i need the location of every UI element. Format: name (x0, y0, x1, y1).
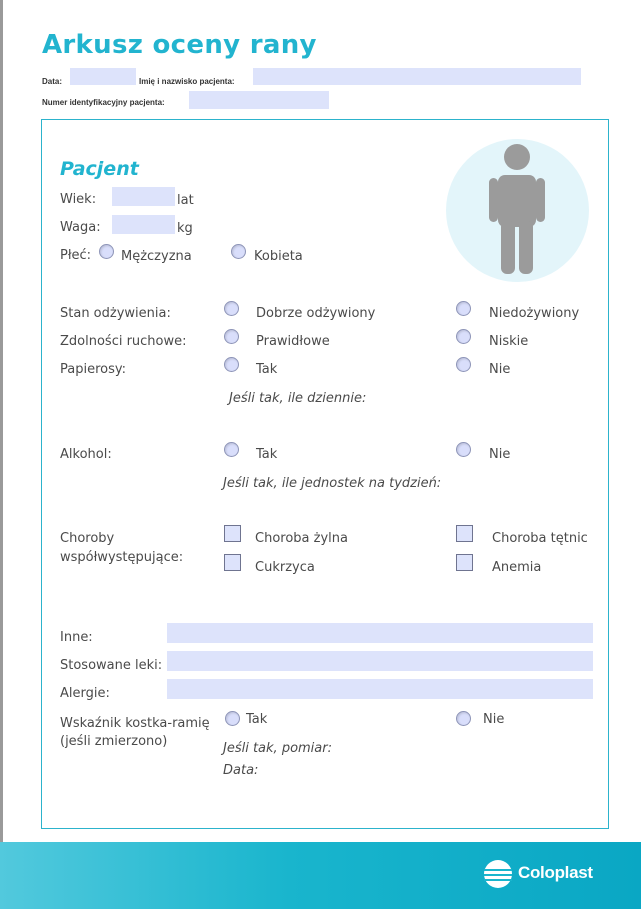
alcohol-yes-label: Tak (256, 447, 278, 462)
venous-disease-checkbox[interactable] (224, 525, 241, 542)
date-field[interactable] (70, 68, 136, 85)
nutrition-good-label: Dobrze odżywiony (256, 306, 376, 321)
person-icon (486, 143, 548, 275)
section-title-patient: Pacjent (60, 158, 139, 180)
arterial-disease-checkbox[interactable] (456, 525, 473, 542)
other-field[interactable] (167, 623, 593, 643)
nutrition-good-radio[interactable] (224, 301, 239, 316)
anemia-label: Anemia (492, 560, 542, 575)
sex-male-label: Mężczyzna (121, 249, 192, 264)
diabetes-checkbox[interactable] (224, 554, 241, 571)
patient-id-field[interactable] (189, 91, 329, 109)
smoking-followup-label: Jeśli tak, ile dziennie: (229, 391, 367, 406)
abi-yes-radio[interactable] (225, 711, 240, 726)
weight-label: Waga: (60, 220, 101, 235)
page-edge (0, 0, 3, 909)
page-title: Arkusz oceny rany (42, 30, 317, 60)
medications-label: Stosowane leki: (60, 658, 163, 673)
nutrition-label: Stan odżywienia: (60, 306, 171, 321)
abi-label-line2: (jeśli zmierzono) (60, 734, 168, 749)
anemia-checkbox[interactable] (456, 554, 473, 571)
sex-female-label: Kobieta (254, 249, 303, 264)
age-unit: lat (177, 193, 194, 208)
sex-male-radio[interactable] (99, 244, 114, 259)
medications-field[interactable] (167, 651, 593, 671)
nutrition-poor-label: Niedożywiony (489, 306, 580, 321)
arterial-disease-label: Choroba tętnic (492, 531, 588, 546)
alcohol-yes-radio[interactable] (224, 442, 239, 457)
smoking-no-radio[interactable] (456, 357, 471, 372)
alcohol-no-label: Nie (489, 447, 511, 462)
age-label: Wiek: (60, 192, 97, 207)
patient-name-label: Imię i nazwisko pacjenta: (139, 77, 235, 86)
nutrition-poor-radio[interactable] (456, 301, 471, 316)
comorbidities-label-line1: Choroby (60, 531, 115, 546)
allergies-field[interactable] (167, 679, 593, 699)
abi-measure-label: Jeśli tak, pomiar: (223, 741, 332, 756)
smoking-no-label: Nie (489, 362, 511, 377)
comorbidities-label-line2: współwystępujące: (60, 550, 184, 565)
smoking-yes-label: Tak (256, 362, 278, 377)
brand-logo-text: Coloplast (518, 863, 593, 882)
mobility-normal-radio[interactable] (224, 329, 239, 344)
diabetes-label: Cukrzyca (255, 560, 315, 575)
weight-field[interactable] (112, 215, 175, 234)
coloplast-logo-icon (484, 860, 512, 888)
smoking-yes-radio[interactable] (224, 357, 239, 372)
alcohol-no-radio[interactable] (456, 442, 471, 457)
patient-id-label: Numer identyfikacyjny pacjenta: (42, 98, 165, 107)
abi-yes-label: Tak (246, 712, 268, 727)
mobility-label: Zdolności ruchowe: (60, 334, 187, 349)
sex-female-radio[interactable] (231, 244, 246, 259)
age-field[interactable] (112, 187, 175, 206)
alcohol-label: Alkohol: (60, 447, 112, 462)
allergies-label: Alergie: (60, 686, 110, 701)
abi-no-label: Nie (483, 712, 505, 727)
mobility-low-label: Niskie (489, 334, 529, 349)
abi-no-radio[interactable] (456, 711, 471, 726)
mobility-normal-label: Prawidłowe (256, 334, 330, 349)
smoking-label: Papierosy: (60, 362, 126, 377)
other-label: Inne: (60, 630, 93, 645)
abi-date-label: Data: (223, 763, 259, 778)
venous-disease-label: Choroba żylna (255, 531, 348, 546)
abi-label-line1: Wskaźnik kostka-ramię (60, 716, 210, 731)
patient-name-field[interactable] (253, 68, 581, 85)
sex-label: Płeć: (60, 248, 92, 263)
mobility-low-radio[interactable] (456, 329, 471, 344)
date-label: Data: (42, 77, 63, 86)
weight-unit: kg (177, 221, 193, 236)
alcohol-followup-label: Jeśli tak, ile jednostek na tydzień: (223, 476, 442, 491)
